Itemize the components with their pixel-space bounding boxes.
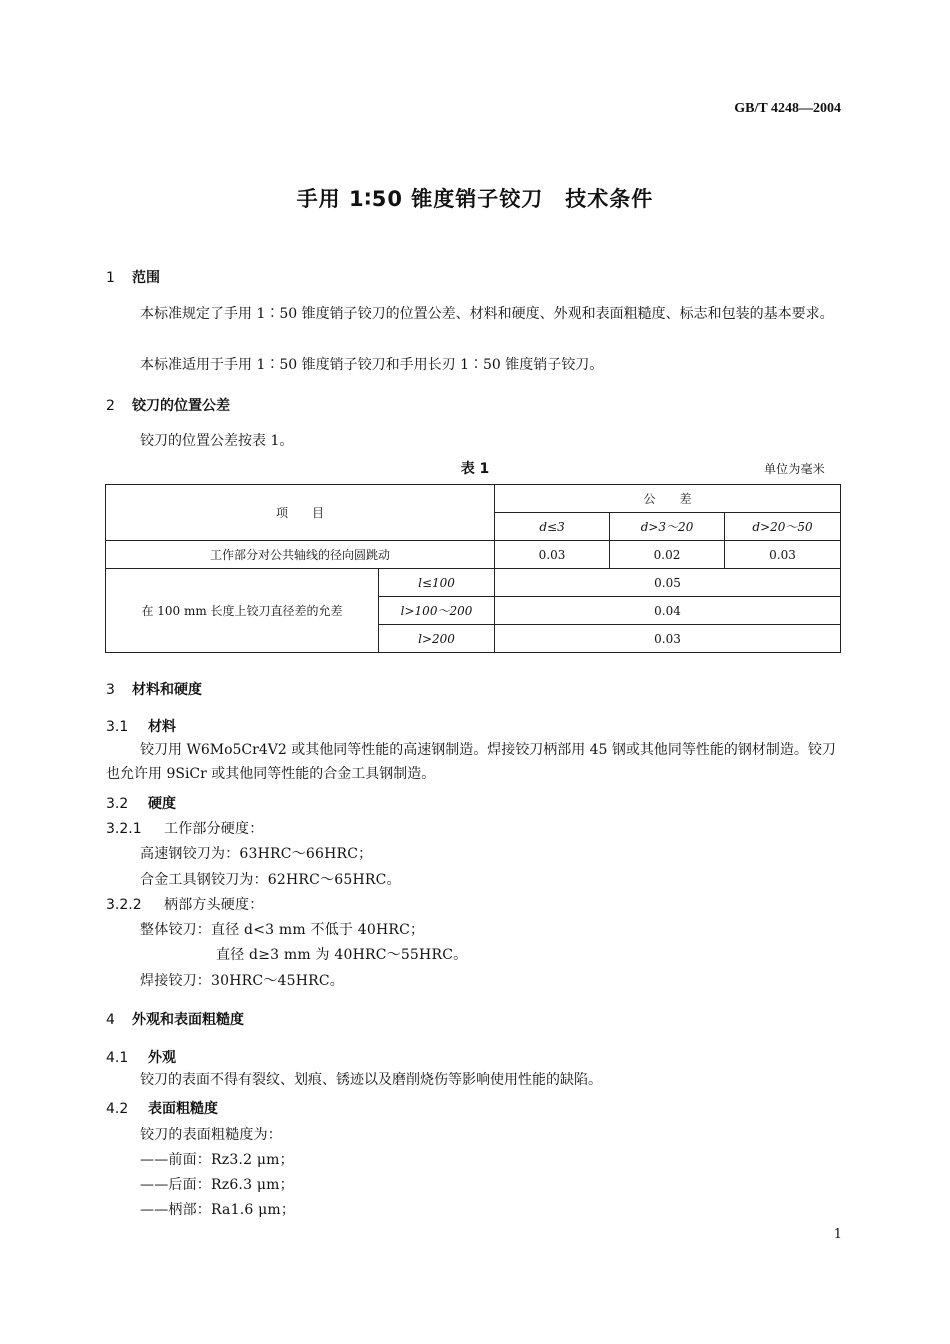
section-2-paragraph: 铰刀的位置公差按表 1。 [140,433,294,449]
section-title: 外观 [148,1050,176,1066]
roughness-item: ——前面：Rz3.2 μm； [140,1152,294,1168]
header-tolerance: 公 差 [495,485,841,513]
table-cell: 0.04 [495,597,841,625]
section-number: 2 [106,398,115,414]
section-title: 柄部方头硬度： [164,897,264,913]
section-number: 4.2 [106,1101,129,1117]
subsection-4-1-paragraph: 铰刀的表面不得有裂纹、划痕、锈迹以及磨削烧伤等影响使用性能的缺陷。 [140,1072,602,1088]
section-title: 硬度 [148,796,176,812]
section-title: 材料和硬度 [132,682,202,698]
col-header: d≤3 [495,513,610,541]
condition-cell: l≤100 [379,569,495,597]
tolerance-table [105,484,841,653]
section-number: 3.2.1 [106,821,142,837]
hardness-line: 整体铰刀：直径 d<3 mm 不低于 40HRC； [140,922,425,938]
standard-number: GB/T 4248—2004 [734,101,841,116]
section-number: 3.1 [106,719,129,735]
section-number: 3 [106,682,115,698]
section-title: 工作部分硬度： [164,821,264,837]
table-cell: 0.03 [495,541,610,569]
section-title: 范围 [132,270,160,286]
section-1-paragraph-1: 本标准规定了手用 1∶50 锥度销子铰刀的位置公差、材料和硬度、外观和表面粗糙度、标志和包装的基本要求。 [140,306,834,322]
table-cell: 0.05 [495,569,841,597]
subsection-4-2-heading [106,1098,218,1118]
condition-cell: l>100～200 [379,597,495,625]
condition-cell: l>200 [379,625,495,653]
hardness-line: 合金工具钢铰刀为：62HRC～65HRC。 [140,872,401,888]
subsection-3-1-paragraph: 铰刀用 W6Mo5Cr4V2 或其他同等性能的高速钢制造。焊接铰刀柄部用 45 钢或其他同等性能的钢材制造。铰刀也允许用 9SiCr 或其他同等性能的合金工具钢制造。 [106,742,836,782]
subsection-3-2-1-heading [106,818,263,838]
section-title: 外观和表面粗糙度 [132,1012,244,1028]
section-4-heading [106,1009,244,1029]
roughness-item: ——柄部：Ra1.6 μm； [140,1202,296,1218]
section-1-heading [106,267,160,287]
hardness-line: 焊接铰刀：30HRC～45HRC。 [140,973,344,989]
subsection-3-2-heading [106,793,176,813]
section-3-heading [106,679,202,699]
section-title: 表面粗糙度 [148,1101,218,1117]
col-header: d>3～20 [610,513,725,541]
table-cell: 0.03 [495,625,841,653]
row-label: 工作部分对公共轴线的径向圆跳动 [106,541,495,569]
roughness-item: ——后面：Rz6.3 μm； [140,1177,294,1193]
header-item: 项 目 [106,485,495,541]
hardness-line: 直径 d≥3 mm 为 40HRC～55HRC。 [216,947,468,963]
subsection-4-1-heading [106,1047,176,1067]
hardness-line: 高速钢铰刀为：63HRC～66HRC； [140,846,373,862]
section-number: 4 [106,1012,115,1028]
section-number: 4.1 [106,1050,129,1066]
roughness-intro: 铰刀的表面粗糙度为： [140,1127,282,1143]
section-2-heading [106,395,230,415]
document-title: 手用 1∶50 锥度销子铰刀 技术条件 [296,187,654,211]
table-cell: 0.03 [725,541,841,569]
table-cell: 0.02 [610,541,725,569]
row-label: 在 100 mm 长度上铰刀直径差的允差 [106,569,379,653]
subsection-3-1-heading [106,716,176,736]
subsection-3-2-2-heading [106,894,263,914]
section-number: 3.2.2 [106,897,142,913]
table-caption: 表 1 [460,461,490,477]
section-number: 1 [106,270,115,286]
table-unit: 单位为毫米 [763,462,825,476]
page-number: 1 [833,1227,842,1242]
section-title: 铰刀的位置公差 [132,398,230,414]
section-1-paragraph-2: 本标准适用于手用 1∶50 锥度销子铰刀和手用长刃 1∶50 锥度销子铰刀。 [140,357,604,373]
section-title: 材料 [148,719,176,735]
col-header: d>20～50 [725,513,841,541]
section-number: 3.2 [106,796,129,812]
